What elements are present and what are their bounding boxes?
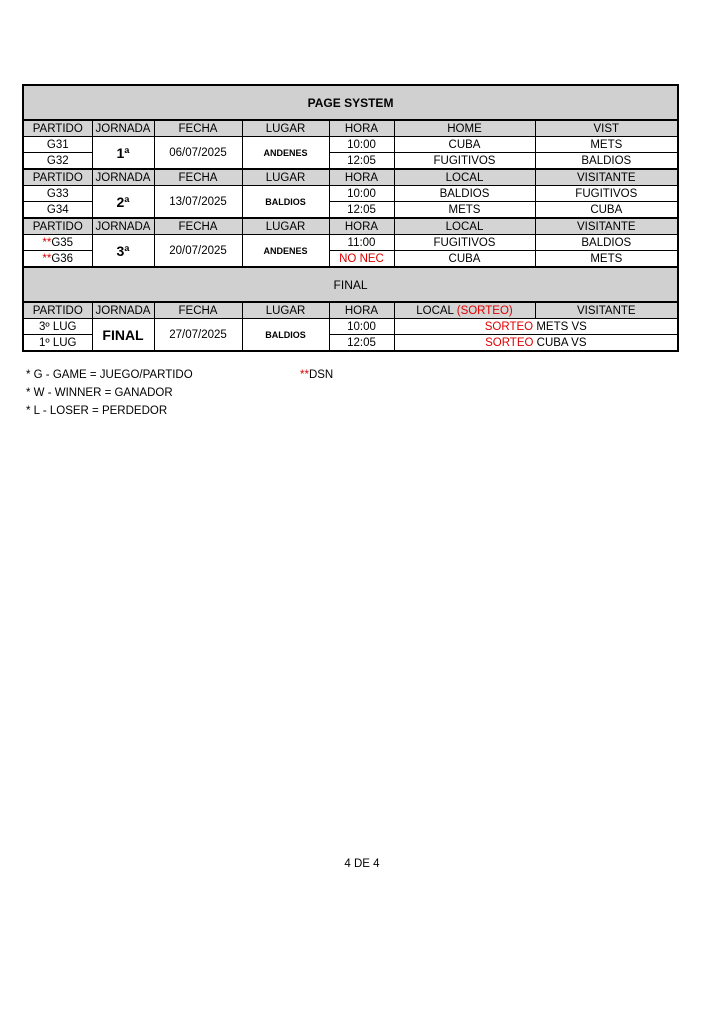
- header-row: [23, 302, 678, 319]
- home-team: BALDIOS: [394, 186, 535, 202]
- dsn-mark: **: [300, 369, 309, 381]
- header-row: [23, 169, 678, 186]
- game-id: G32: [23, 153, 92, 170]
- header-cell: JORNADA: [92, 302, 154, 319]
- header-cell: VISITANTE: [535, 218, 678, 235]
- home-team: FUGITIVOS: [394, 235, 535, 251]
- visitor-team: CUBA: [535, 202, 678, 219]
- header-cell: LUGAR: [242, 302, 329, 319]
- sorteo-label: SORTEO: [485, 336, 534, 349]
- lugar-cell: ANDENES: [242, 235, 329, 268]
- hora-cell: NO NEC: [329, 251, 394, 268]
- header-cell: LOCAL: [394, 169, 535, 186]
- footnotes: [26, 366, 193, 420]
- matchup-cell: [394, 319, 678, 335]
- dsn-mark: **: [42, 236, 52, 249]
- hora-cell: 12:05: [329, 153, 394, 170]
- header-cell: LOCAL: [394, 218, 535, 235]
- game-id: G33: [23, 186, 92, 202]
- matchup-cell: [394, 335, 678, 352]
- game-id-label: G36: [51, 252, 74, 265]
- hora-cell: 12:05: [329, 335, 394, 352]
- hora-cell: 10:00: [329, 186, 394, 202]
- visitor-team: METS: [535, 137, 678, 153]
- hora-cell: 11:00: [329, 235, 394, 251]
- lugar-cell: BALDIOS: [242, 186, 329, 219]
- matchup-text: CUBA VS: [536, 336, 587, 349]
- jornada-cell: FINAL: [92, 319, 154, 352]
- table-title: PAGE SYSTEM: [23, 85, 678, 120]
- jornada-cell: 1ª: [92, 137, 154, 170]
- table-row: [23, 235, 678, 251]
- footnote: * G - GAME = JUEGO/PARTIDO: [26, 369, 193, 381]
- game-id-label: G35: [51, 236, 74, 249]
- header-cell: PARTIDO: [23, 302, 92, 319]
- sorteo-note: (SORTEO): [456, 304, 513, 317]
- fecha-cell: 27/07/2025: [154, 319, 242, 352]
- jornada-cell: 2ª: [92, 186, 154, 219]
- dsn-mark: **: [42, 252, 52, 265]
- header-cell: LUGAR: [242, 169, 329, 186]
- fecha-cell: 06/07/2025: [154, 137, 242, 170]
- matchup-text: METS VS: [536, 320, 587, 333]
- table-row: [23, 186, 678, 202]
- table-row: [23, 137, 678, 153]
- header-cell: FECHA: [154, 302, 242, 319]
- lugar-cell: BALDIOS: [242, 319, 329, 352]
- header-cell: HOME: [394, 120, 535, 137]
- header-cell: VISITANTE: [535, 302, 678, 319]
- final-title: FINAL: [23, 267, 678, 302]
- schedule-table: [22, 84, 679, 352]
- local-label: LOCAL: [416, 304, 454, 317]
- header-cell: LUGAR: [242, 218, 329, 235]
- header-cell: HORA: [329, 169, 394, 186]
- header-cell: PARTIDO: [23, 169, 92, 186]
- home-team: FUGITIVOS: [394, 153, 535, 170]
- title-row: [23, 85, 678, 120]
- header-cell: HORA: [329, 302, 394, 319]
- table-row: [23, 319, 678, 335]
- visitor-team: FUGITIVOS: [535, 186, 678, 202]
- fecha-cell: 13/07/2025: [154, 186, 242, 219]
- header-cell: FECHA: [154, 218, 242, 235]
- game-id: G34: [23, 202, 92, 219]
- hora-cell: 10:00: [329, 137, 394, 153]
- header-cell: HORA: [329, 218, 394, 235]
- game-id: 3º LUG: [23, 319, 92, 335]
- dsn-text: DSN: [308, 369, 334, 381]
- footnote: * W - WINNER = GANADOR: [26, 387, 173, 399]
- header-cell: JORNADA: [92, 120, 154, 137]
- jornada-cell: 3ª: [92, 235, 154, 268]
- visitor-team: BALDIOS: [535, 153, 678, 170]
- header-cell: JORNADA: [92, 218, 154, 235]
- game-id: [23, 235, 92, 251]
- sorteo-label: SORTEO: [484, 320, 534, 333]
- page-number: 4 DE 4: [344, 858, 380, 870]
- header-cell: FECHA: [154, 169, 242, 186]
- home-team: CUBA: [394, 137, 535, 153]
- header-cell: VISITANTE: [535, 169, 678, 186]
- hora-cell: 10:00: [329, 319, 394, 335]
- final-title-row: [23, 267, 678, 302]
- header-cell: VIST: [535, 120, 678, 137]
- game-id: 1º LUG: [23, 335, 92, 352]
- lugar-cell: ANDENES: [242, 137, 329, 170]
- fecha-cell: 20/07/2025: [154, 235, 242, 268]
- hora-cell: 12:05: [329, 202, 394, 219]
- footnote: * L - LOSER = PERDEDOR: [26, 405, 168, 417]
- header-cell: HORA: [329, 120, 394, 137]
- header-cell: LUGAR: [242, 120, 329, 137]
- game-id: [23, 251, 92, 268]
- visitor-team: METS: [535, 251, 678, 268]
- header-cell: PARTIDO: [23, 120, 92, 137]
- header-cell: [394, 302, 535, 319]
- visitor-team: BALDIOS: [535, 235, 678, 251]
- header-row: [23, 218, 678, 235]
- dsn-legend: [300, 366, 333, 384]
- game-id: G31: [23, 137, 92, 153]
- home-team: METS: [394, 202, 535, 219]
- header-cell: PARTIDO: [23, 218, 92, 235]
- header-cell: FECHA: [154, 120, 242, 137]
- header-cell: JORNADA: [92, 169, 154, 186]
- header-row: [23, 120, 678, 137]
- home-team: CUBA: [394, 251, 535, 268]
